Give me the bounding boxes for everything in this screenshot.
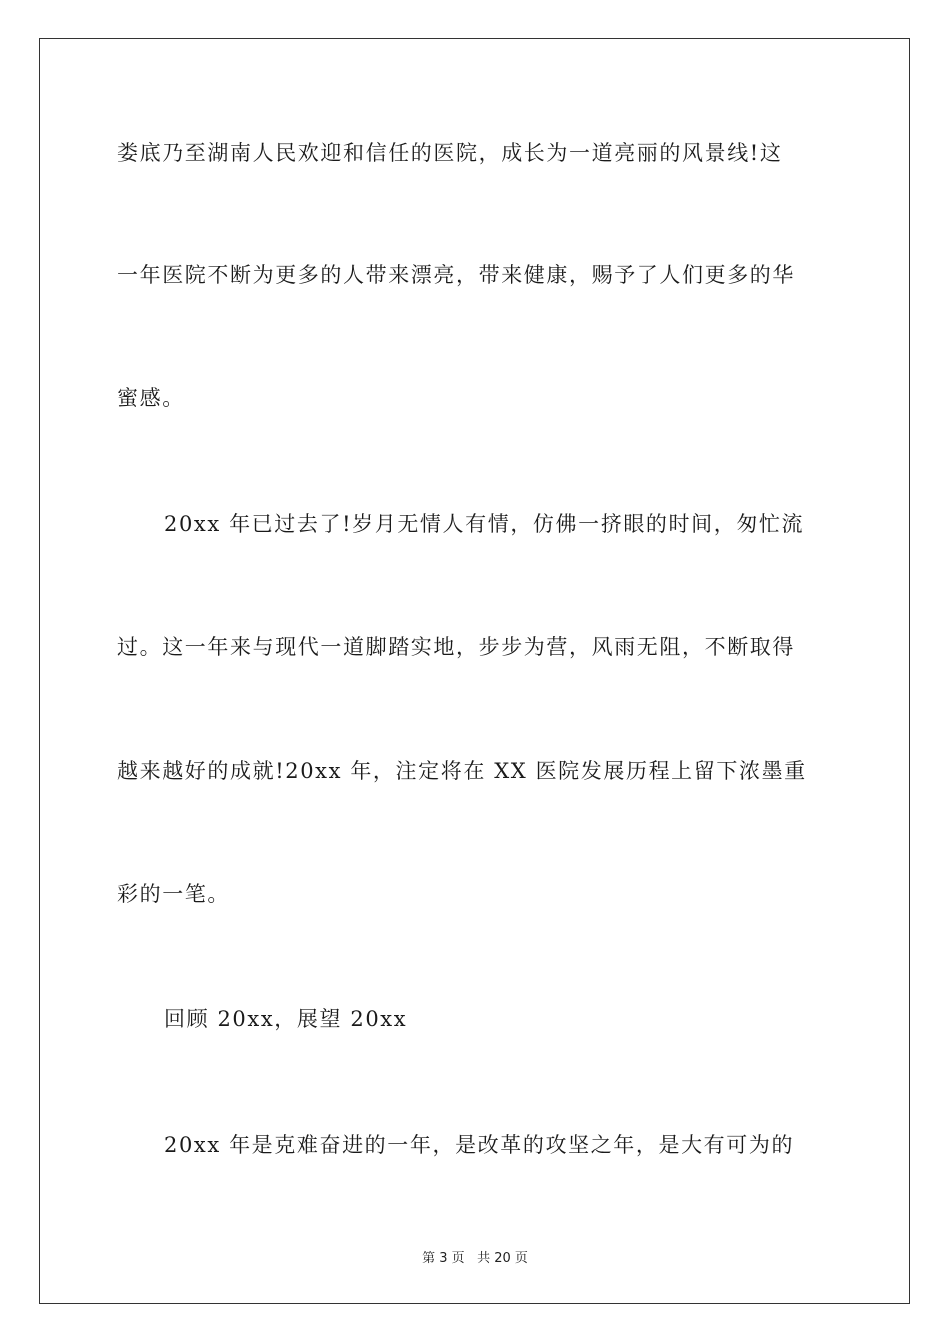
page-number: 第 3 页	[422, 1251, 465, 1266]
paragraph-line: 越来越好的成就!20xx 年，注定将在 XX 医院发展历程上留下浓墨重	[117, 759, 807, 783]
page-total: 共 20 页	[477, 1251, 528, 1266]
paragraph-line: 过。这一年来与现代一道脚踏实地，步步为营，风雨无阻，不断取得	[117, 635, 795, 659]
page-frame	[39, 38, 910, 1304]
paragraph-line: 娄底乃至湖南人民欢迎和信任的医院，成长为一道亮丽的风景线!这	[117, 141, 783, 165]
paragraph-line: 蜜感。	[117, 386, 185, 410]
paragraph-line: 彩的一笔。	[117, 882, 230, 906]
section-heading: 回顾 20xx，展望 20xx	[164, 1007, 408, 1031]
paragraph-line: 一年医院不断为更多的人带来漂亮，带来健康，赐予了人们更多的华	[117, 263, 795, 287]
paragraph-line: 20xx 年是克难奋进的一年，是改革的攻坚之年，是大有可为的	[164, 1133, 795, 1157]
page-footer	[0, 1247, 950, 1266]
paragraph-line: 20xx 年已过去了!岁月无情人有情，仿佛一挤眼的时间，匆忙流	[164, 512, 805, 536]
